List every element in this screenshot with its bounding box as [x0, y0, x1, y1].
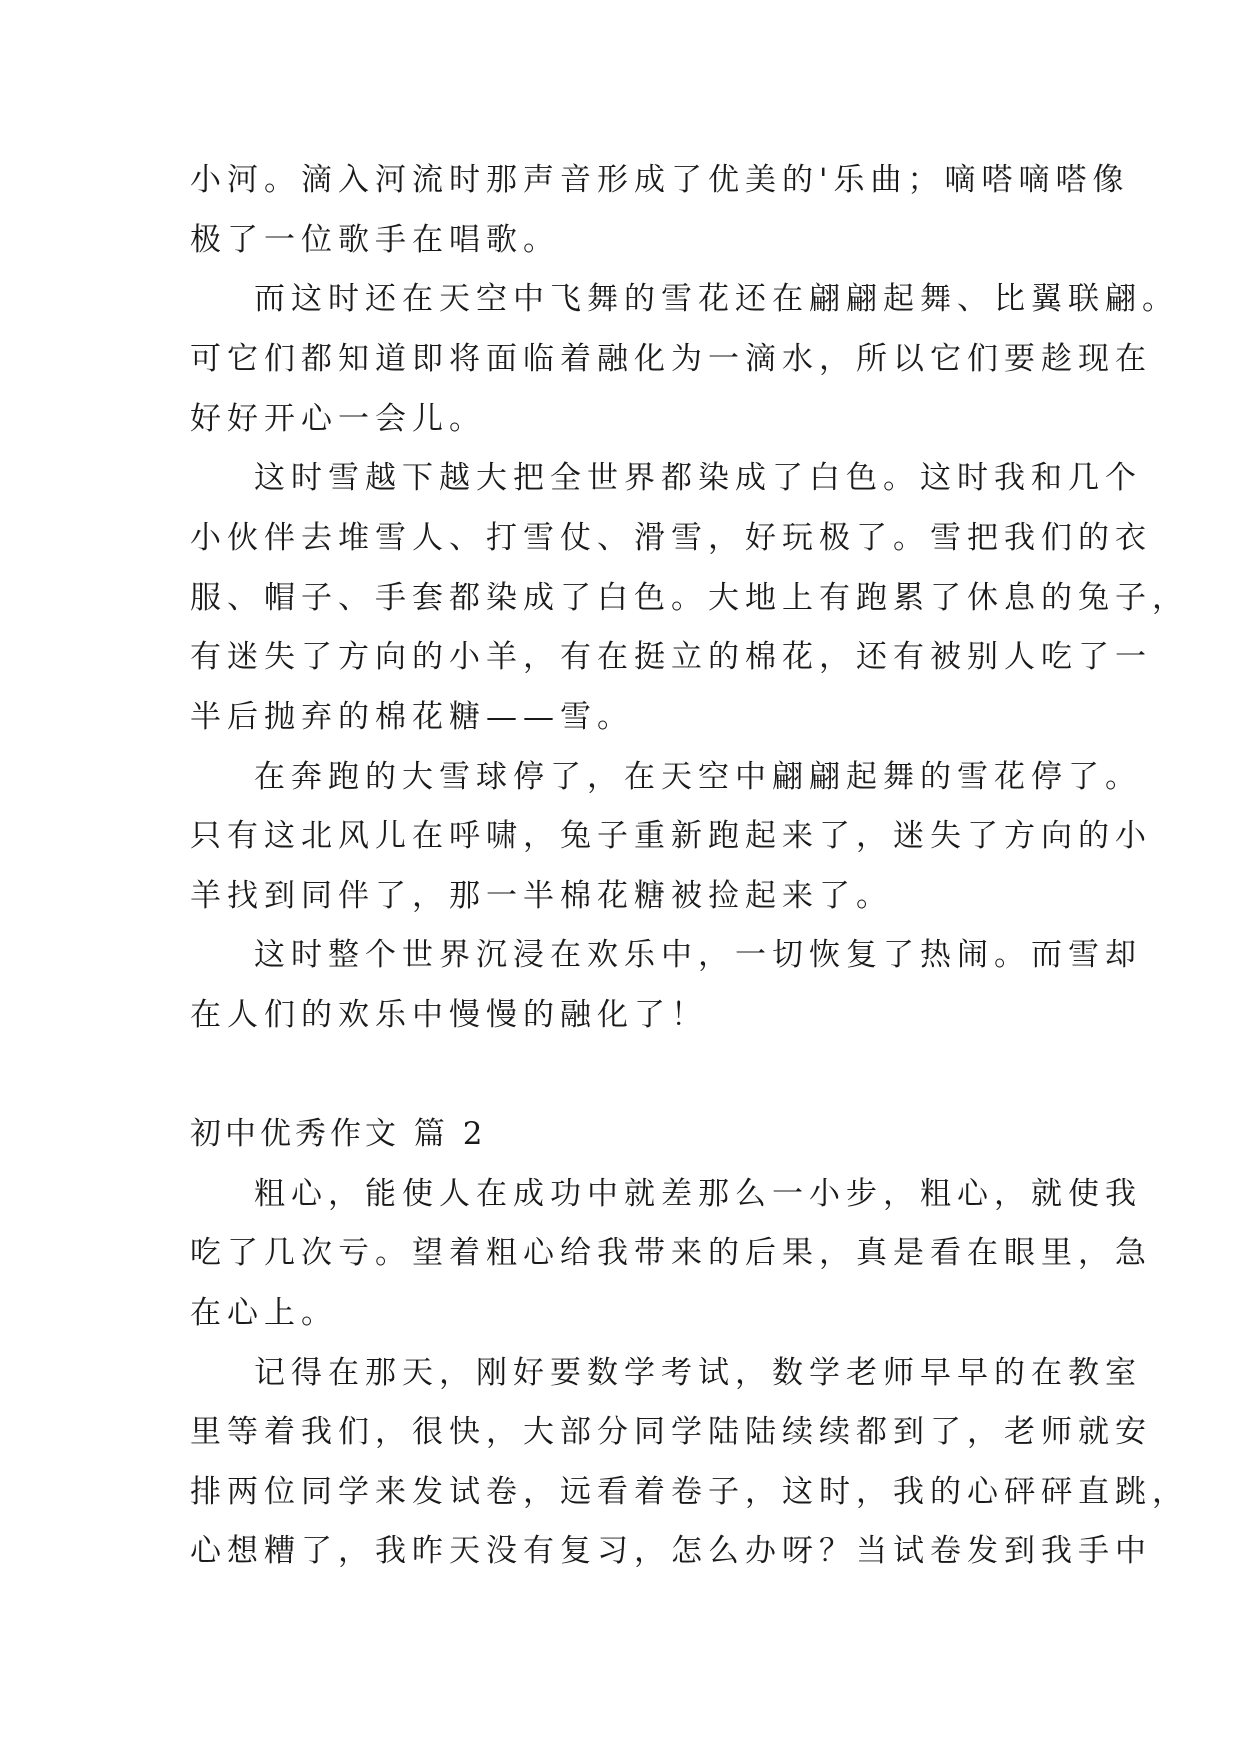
text-line: 有迷失了方向的小羊，有在挺立的棉花，还有被别人吃了一: [190, 639, 1152, 675]
text-line: 在人们的欢乐中慢慢的融化了！: [190, 997, 708, 1033]
text-line: 在心上。: [190, 1295, 338, 1331]
text-line: 半后抛弃的棉花糖——雪。: [190, 699, 634, 735]
paragraph-start-line: 这时雪越下越大把全世界都染成了白色。这时我和几个: [254, 460, 1142, 496]
paragraph-start-line: 粗心，能使人在成功中就差那么一小步，粗心，就使我: [254, 1176, 1142, 1212]
paragraph-start-line: 记得在那天，刚好要数学考试，数学老师早早的在教室: [254, 1355, 1142, 1391]
text-line: 只有这北风儿在呼啸，兔子重新跑起来了，迷失了方向的小: [190, 818, 1152, 854]
text-line: 吃了几次亏。望着粗心给我带来的后果，真是看在眼里，急: [190, 1235, 1152, 1271]
text-line: 小河。滴入河流时那声音形成了优美的'乐曲；嘀嗒嘀嗒像: [190, 162, 1130, 198]
text-line: 心想糟了，我昨天没有复习，怎么办呀？当试卷发到我手中: [190, 1533, 1152, 1569]
text-line: 排两位同学来发试卷，远看着卷子，这时，我的心砰砰直跳，: [190, 1474, 1189, 1510]
text-line: 极了一位歌手在唱歌。: [190, 222, 560, 258]
section-heading: 初中优秀作文 篇 2: [190, 1116, 487, 1152]
text-line: 小伙伴去堆雪人、打雪仗、滑雪，好玩极了。雪把我们的衣: [190, 520, 1152, 556]
paragraph-start-line: 在奔跑的大雪球停了，在天空中翩翩起舞的雪花停了。: [254, 759, 1142, 795]
text-line: 可它们都知道即将面临着融化为一滴水，所以它们要趁现在: [190, 341, 1152, 377]
paragraph-start-line: 而这时还在天空中飞舞的雪花还在翩翩起舞、比翼联翩。: [254, 281, 1179, 317]
text-line: 羊找到同伴了，那一半棉花糖被捡起来了。: [190, 878, 893, 914]
text-line: 好好开心一会儿。: [190, 401, 486, 437]
text-line: 里等着我们，很快，大部分同学陆陆续续都到了，老师就安: [190, 1414, 1152, 1450]
paragraph-start-line: 这时整个世界沉浸在欢乐中，一切恢复了热闹。而雪却: [254, 937, 1142, 973]
text-line: 服、帽子、手套都染成了白色。大地上有跑累了休息的兔子，: [190, 580, 1189, 616]
